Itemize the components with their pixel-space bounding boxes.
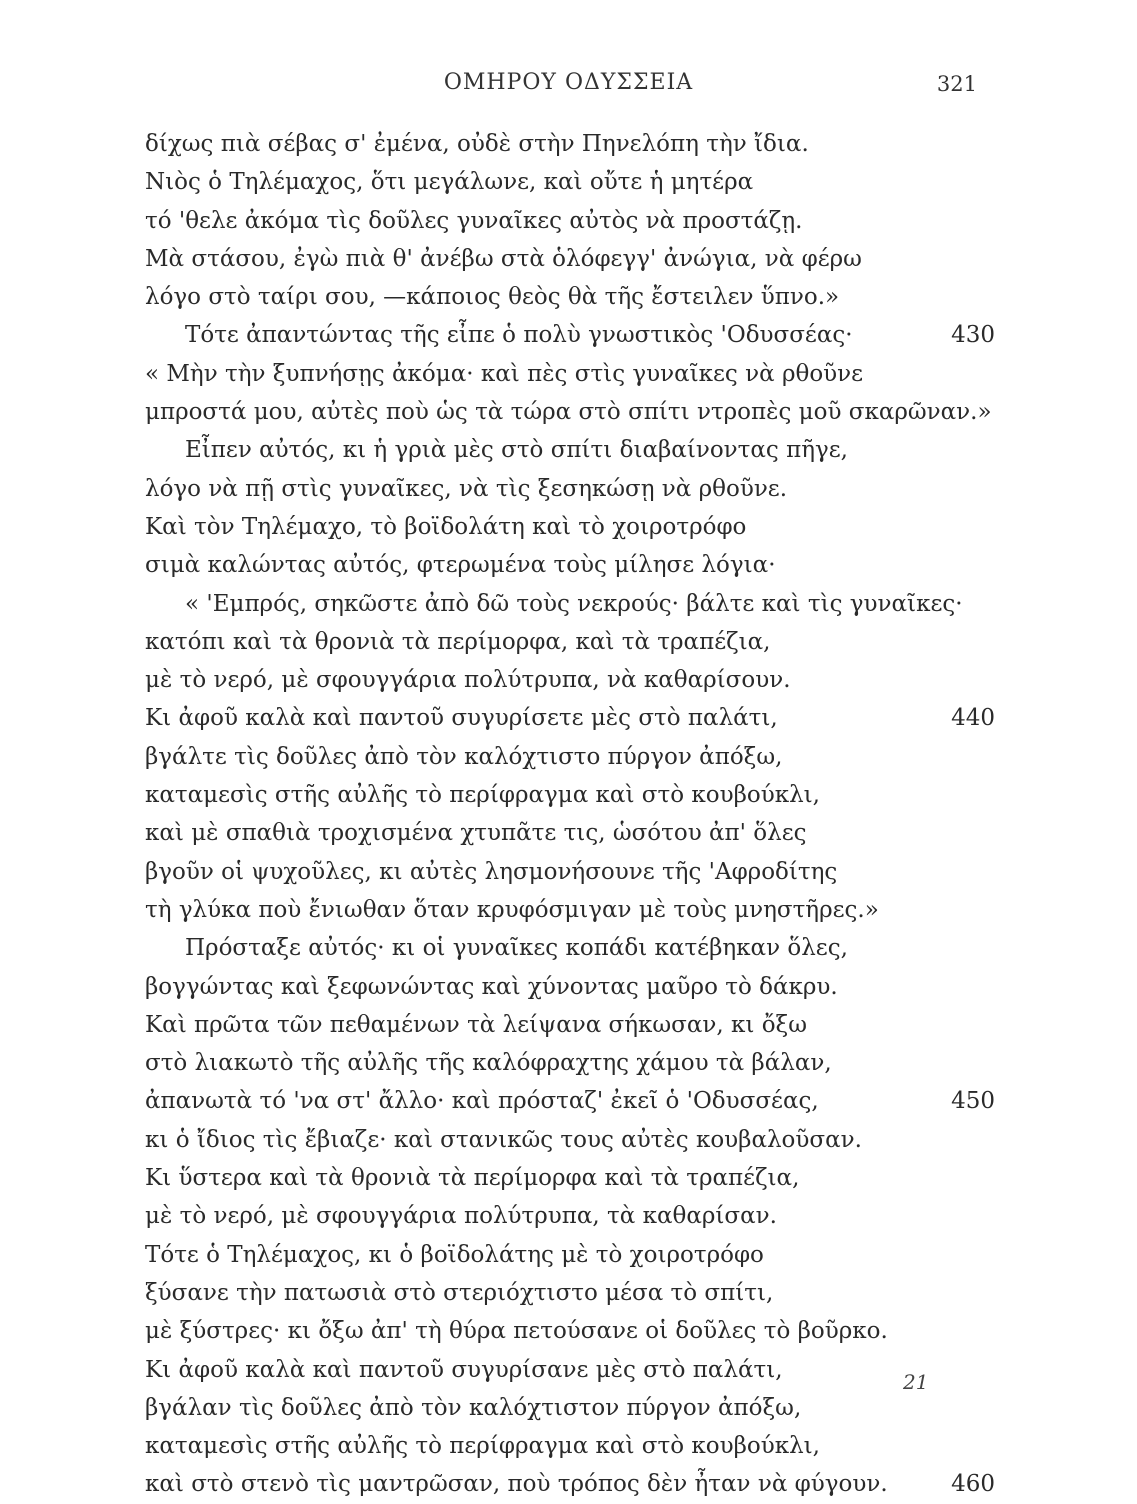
verse-line <box>145 1236 995 1274</box>
line-number: 460 <box>951 1471 995 1498</box>
line-number: 450 <box>951 1088 995 1115</box>
verse-line <box>145 1274 995 1312</box>
verse-line <box>145 1427 995 1465</box>
verse-line <box>145 1044 995 1082</box>
verse-text: τὴ γλύκα ποὺ ἔνιωθαν ὅταν κρυφόσμιγαν μὲ τοὺς μνηστῆρες.» <box>145 896 879 923</box>
verse-line <box>145 776 995 814</box>
verse-text: δίχως πιὰ σέβας σ' ἐμένα, οὐδὲ στὴν Πηνελόπη τὴν ἴδια. <box>145 131 809 157</box>
verse-line <box>145 1465 995 1503</box>
verse-text: καὶ στὸ στενὸ τὶς μαντρῶσαν, ποὺ τρόπος δὲν ἦταν νὰ φύγουν. <box>145 1471 888 1498</box>
verse-line <box>145 585 995 623</box>
verse-line <box>145 1006 995 1044</box>
verse-text: στὸ λιακωτὸ τῆς αὐλῆς τῆς καλόφραχτης χάμου τὰ βάλαν, <box>145 1050 832 1077</box>
verse-line <box>145 661 995 699</box>
verse-line <box>145 393 995 431</box>
verse-line <box>145 1159 995 1197</box>
verse-text: « 'Εμπρός, σηκῶστε ἀπὸ δῶ τοὺς νεκρούς· βάλτε καὶ τὶς γυναῖκες· <box>185 590 963 617</box>
poem-text-block <box>145 125 995 1504</box>
verse-text: μπροστά μου, αὐτὲς ποὺ ὡς τὰ τώρα στὸ σπίτι ντροπὲς μοῦ σκαρῶναν.» <box>145 399 992 426</box>
verse-line <box>145 853 995 891</box>
running-head <box>0 70 1137 100</box>
verse-line <box>145 431 995 469</box>
verse-text: Νιὸς ὁ Τηλέμαχος, ὅτι μεγάλωνε, καὶ οὔτε ἡ μητέρα <box>145 169 754 196</box>
verse-text: μὲ τὸ νερό, μὲ σφουγγάρια πολύτρυπα, νὰ καθαρίσουν. <box>145 667 791 694</box>
verse-line <box>145 1312 995 1350</box>
verse-text: τό 'θελε ἀκόμα τὶς δοῦλες γυναῖκες αὐτὸς νὰ προστάζῃ. <box>145 207 803 234</box>
verse-text: βγοῦν οἱ ψυχοῦλες, κι αὐτὲς λησμονήσουνε τῆς 'Αφροδίτης <box>145 858 838 885</box>
verse-line <box>145 699 995 737</box>
verse-text: κατόπι καὶ τὰ θρονιὰ τὰ περίμορφα, καὶ τὰ τραπέζια, <box>145 628 771 655</box>
verse-line <box>145 738 995 776</box>
verse-line <box>145 1351 995 1389</box>
verse-line <box>145 278 995 316</box>
verse-line <box>145 316 995 354</box>
verse-text: βγάλτε τὶς δοῦλες ἀπὸ τὸν καλόχτιστο πύργον ἀπόξω, <box>145 743 783 770</box>
verse-line <box>145 1389 995 1427</box>
page-number: 321 <box>936 72 977 96</box>
verse-text: Κι ἀφοῦ καλὰ καὶ παντοῦ συγυρίσετε μὲς στὸ παλάτι, <box>145 705 778 732</box>
verse-line <box>145 163 995 201</box>
line-number: 430 <box>951 322 995 349</box>
verse-line <box>145 968 995 1006</box>
verse-line <box>145 623 995 661</box>
verse-line <box>145 814 995 852</box>
verse-text: κι ὁ ἴδιος τὶς ἔβιαζε· καὶ στανικῶς τους αὐτὲς κουβαλοῦσαν. <box>145 1126 862 1153</box>
verse-text: « Μὴν τὴν ξυπνήσῃς ἀκόμα· καὶ πὲς στὶς γυναῖκες νὰ ρθοῦνε <box>145 360 864 387</box>
verse-line <box>145 125 995 163</box>
line-number: 440 <box>951 705 995 732</box>
verse-text: Τότε ἀπαντώντας τῆς εἶπε ὁ πολὺ γνωστικὸς 'Οδυσσέας· <box>185 322 853 349</box>
verse-text: μὲ τὸ νερό, μὲ σφουγγάρια πολύτρυπα, τὰ καθαρίσαν. <box>145 1203 777 1230</box>
verse-text: βογγώντας καὶ ξεφωνώντας καὶ χύνοντας μαῦρο τὸ δάκρυ. <box>145 973 838 1000</box>
verse-line <box>145 508 995 546</box>
verse-line <box>145 1082 995 1120</box>
verse-text: Μὰ στάσου, ἐγὼ πιὰ θ' ἀνέβω στὰ ὁλόφεγγ' ἀνώγια, νὰ φέρω <box>145 245 862 272</box>
verse-text: βγάλαν τὶς δοῦλες ἀπὸ τὸν καλόχτιστον πύργον ἀπόξω, <box>145 1394 802 1421</box>
verse-line <box>145 929 995 967</box>
verse-line <box>145 891 995 929</box>
verse-text: Εἶπεν αὐτός, κι ἡ γριὰ μὲς στὸ σπίτι διαβαίνοντας πῆγε, <box>185 437 848 464</box>
verse-text: Καὶ τὸν Τηλέμαχο, τὸ βοϊδολάτη καὶ τὸ χοιροτρόφο <box>145 513 747 540</box>
verse-text: μὲ ξύστρες· κι ὄξω ἀπ' τὴ θύρα πετούσανε οἱ δοῦλες τὸ βοῦρκο. <box>145 1318 888 1345</box>
running-title: ΟΜΗΡΟΥ ΟΔΥΣΣΕΙΑ <box>443 70 694 95</box>
verse-line <box>145 355 995 393</box>
verse-text: σιμὰ καλώντας αὐτός, φτερωμένα τοὺς μίλησε λόγια· <box>145 552 776 579</box>
verse-text: Καὶ πρῶτα τῶν πεθαμένων τὰ λείψανα σήκωσαν, κι ὄξω <box>145 1011 807 1038</box>
verse-text: Τότε ὁ Τηλέμαχος, κι ὁ βοϊδολάτης μὲ τὸ χοιροτρόφο <box>145 1241 764 1268</box>
verse-text: καὶ μὲ σπαθιὰ τροχισμένα χτυπᾶτε τις, ὡσότου ἀπ' ὅλες <box>145 820 807 847</box>
verse-text: Κι ὕστερα καὶ τὰ θρονιὰ τὰ περίμορφα καὶ τὰ τραπέζια, <box>145 1165 800 1192</box>
verse-line <box>145 546 995 584</box>
verse-line <box>145 240 995 278</box>
verse-text: καταμεσὶς στῆς αὐλῆς τὸ περίφραγμα καὶ στὸ κουβούκλι, <box>145 1433 820 1460</box>
verse-text: Πρόσταξε αὐτός· κι οἱ γυναῖκες κοπάδι κατέβηκαν ὅλες, <box>185 935 848 962</box>
verse-line <box>145 202 995 240</box>
verse-line <box>145 1121 995 1159</box>
verse-text: ἀπανωτὰ τό 'να στ' ἄλλο· καὶ πρόσταζ' ἐκεῖ ὁ 'Οδυσσέας, <box>145 1088 819 1115</box>
verse-text: ξύσανε τὴν πατωσιὰ στὸ στεριόχτιστο μέσα τὸ σπίτι, <box>145 1279 774 1306</box>
verse-text: λόγο νὰ πῇ στὶς γυναῖκες, νὰ τὶς ξεσηκώσῃ νὰ ρθοῦνε. <box>145 475 788 502</box>
verse-text: καταμεσὶς στῆς αὐλῆς τὸ περίφραγμα καὶ στὸ κουβούκλι, <box>145 782 820 809</box>
gathering-signature: 21 <box>903 1370 929 1394</box>
verse-line <box>145 470 995 508</box>
verse-text: λόγο στὸ ταίρι σου, —κάποιος θεὸς θὰ τῆς ἔστειλεν ὕπνο.» <box>145 284 840 311</box>
verse-text: Κι ἀφοῦ καλὰ καὶ παντοῦ συγυρίσανε μὲς στὸ παλάτι, <box>145 1356 783 1383</box>
verse-line <box>145 1197 995 1235</box>
